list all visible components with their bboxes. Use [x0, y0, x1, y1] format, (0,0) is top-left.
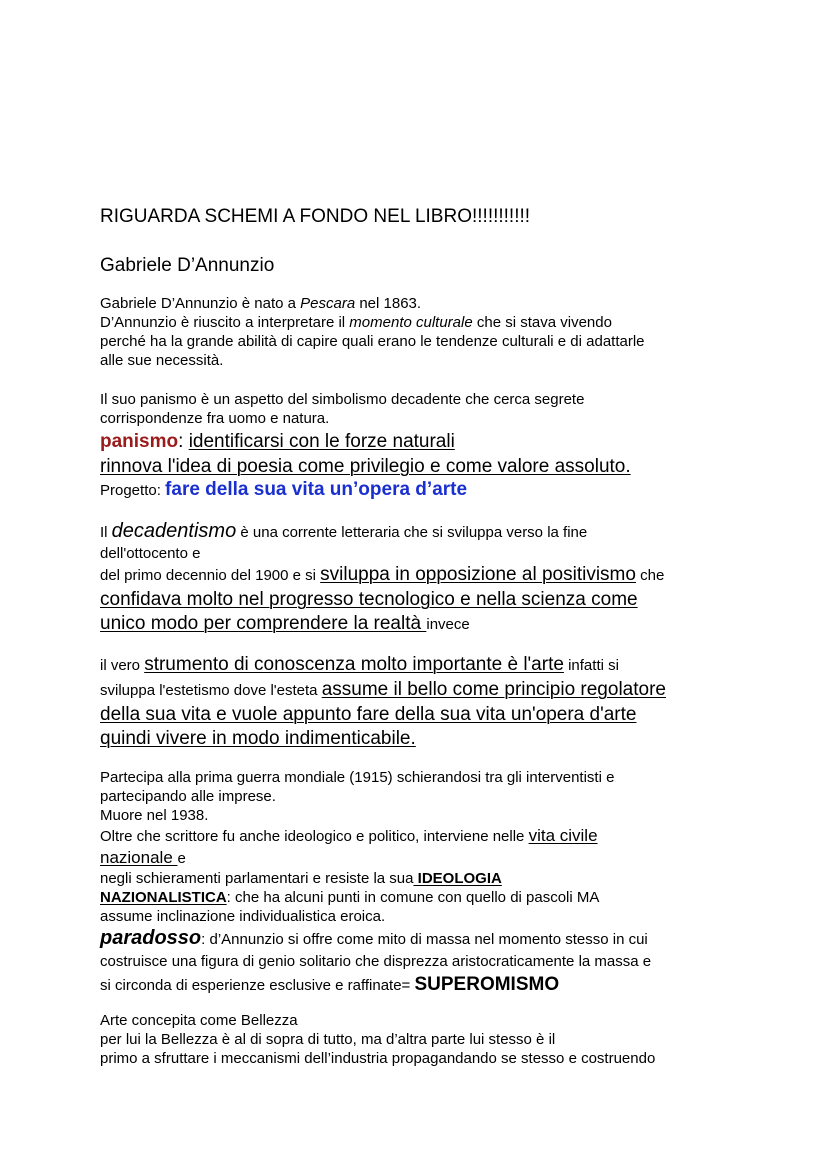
italic-run: Pescara — [300, 295, 356, 312]
paragraph-guerra — [100, 768, 740, 926]
underlined-run: sviluppa in opposizione al positivismo — [320, 564, 636, 585]
text-line: primo a sfruttare i meccanismi dell’industria propagandando se stesso e costruendo — [100, 1050, 656, 1067]
term-decadentismo: decadentismo — [111, 520, 237, 542]
text-line — [100, 520, 740, 544]
text-run: Il — [100, 524, 112, 541]
text-line — [100, 430, 740, 454]
underlined-run: strumento di conoscenza molto importante è l'arte — [144, 654, 564, 675]
paragraph-arte — [100, 653, 740, 751]
underlined-run: unico modo per comprendere la realtà — [100, 613, 427, 634]
text-line: partecipando alle imprese. — [100, 788, 276, 805]
text-line — [100, 926, 740, 952]
text-run: Oltre che scrittore fu anche ideologico e politico, interviene nelle — [100, 828, 529, 845]
text-line — [100, 972, 740, 999]
text-run: che si stava vivendo — [472, 314, 612, 331]
ideologia-keyword: IDEOLOGIA — [413, 870, 502, 887]
text-line: confidava molto nel progresso tecnologico e nella scienza come — [100, 589, 638, 610]
text-line — [100, 825, 740, 847]
text-line: costruisce una figura di genio solitario che disprezza aristocraticamente la massa e — [100, 953, 652, 970]
text-run: : — [178, 431, 189, 452]
text-run: D’Annunzio è riuscito a interpretare il — [100, 314, 350, 331]
text-run: sviluppa l'estetismo dove l'esteta — [100, 682, 322, 699]
text-line: dell'ottocento e — [100, 545, 201, 562]
text-line: assume inclinazione individualistica eroica. — [100, 908, 386, 925]
text-run: e — [177, 850, 186, 867]
project-value: fare della sua vita un’opera d’arte — [165, 479, 468, 500]
text-line — [100, 294, 740, 313]
underlined-run: identificarsi con le forze naturali — [188, 431, 455, 452]
text-run: il vero — [100, 657, 145, 674]
paragraph-paradosso — [100, 926, 740, 999]
italic-run: momento culturale — [349, 314, 473, 331]
text-line: Partecipa alla prima guerra mondiale (1915) schierandosi tra gli interventisti e — [100, 769, 615, 786]
subtitle-text: Gabriele D’Annunzio — [100, 255, 275, 276]
paragraph-decadentismo — [100, 520, 740, 637]
text-line: della sua vita e vuole appunto fare della sua vita un'opera d'arte — [100, 704, 637, 725]
text-run: che — [635, 567, 665, 584]
text-line: Arte concepita come Bellezza — [100, 1012, 298, 1029]
text-run: invece — [426, 616, 470, 633]
document-subtitle — [100, 254, 740, 278]
text-line — [100, 847, 740, 869]
term-panismo: panismo — [100, 431, 179, 452]
panismo-definition — [100, 430, 740, 479]
underlined-run: vita civile — [528, 826, 598, 845]
text-run: si circonda di esperienze esclusive e raffinate= — [100, 977, 415, 994]
term-paradosso: paradosso — [100, 927, 202, 949]
page-heading — [100, 205, 740, 229]
text-line: per lui la Bellezza è al di sopra di tutto, ma d’altra parte lui stesso è il — [100, 1031, 556, 1048]
underlined-run: nazionale — [100, 848, 178, 867]
text-run: negli schieramenti parlamentari e resiste la sua — [100, 870, 414, 887]
project-label: Progetto: — [100, 482, 166, 499]
text-line: perché ha la grande abilità di capire quali erano le tendenze culturali e di adattarle — [100, 333, 645, 350]
paragraph-birth — [100, 294, 740, 370]
text-run: è una corrente letteraria che si sviluppa verso la fine — [236, 524, 588, 541]
text-line — [100, 313, 740, 332]
text-line: rinnova l'idea di poesia come privilegio e come valore assoluto. — [100, 456, 631, 477]
text-line — [100, 479, 740, 502]
text-line: quindi vivere in modo indimenticabile. — [100, 728, 416, 749]
text-run: Gabriele D’Annunzio è nato a — [100, 295, 301, 312]
text-line — [100, 612, 740, 637]
text-run: nel 1863. — [355, 295, 422, 312]
text-line: alle sue necessità. — [100, 352, 224, 369]
text-line — [100, 888, 740, 907]
text-line — [100, 678, 740, 703]
text-run: del primo decennio del 1900 e si — [100, 567, 321, 584]
text-line — [100, 869, 740, 888]
text-line — [100, 563, 740, 588]
text-line: Il suo panismo è un aspetto del simbolismo decadente che cerca segrete — [100, 391, 585, 408]
nazionalistica-keyword: NAZIONALISTICA — [100, 889, 227, 906]
underlined-run: assume il bello come principio regolatore — [321, 679, 666, 700]
project-line — [100, 479, 740, 502]
text-line: Muore nel 1938. — [100, 807, 209, 824]
text-line: corrispondenze fra uomo e natura. — [100, 410, 330, 427]
text-line — [100, 653, 740, 678]
text-run: : che ha alcuni punti in comune con quello di pascoli MA — [226, 889, 600, 906]
text-run: infatti si — [563, 657, 619, 674]
text-run: : d’Annunzio si offre come mito di massa nel momento stesso in cui — [201, 931, 648, 948]
heading-text: RIGUARDA SCHEMI A FONDO NEL LIBRO!!!!!!!!!!! — [100, 206, 531, 227]
paragraph-bellezza — [100, 1011, 740, 1068]
paragraph-panismo — [100, 390, 740, 428]
superomismo-keyword: SUPEROMISMO — [414, 974, 560, 995]
